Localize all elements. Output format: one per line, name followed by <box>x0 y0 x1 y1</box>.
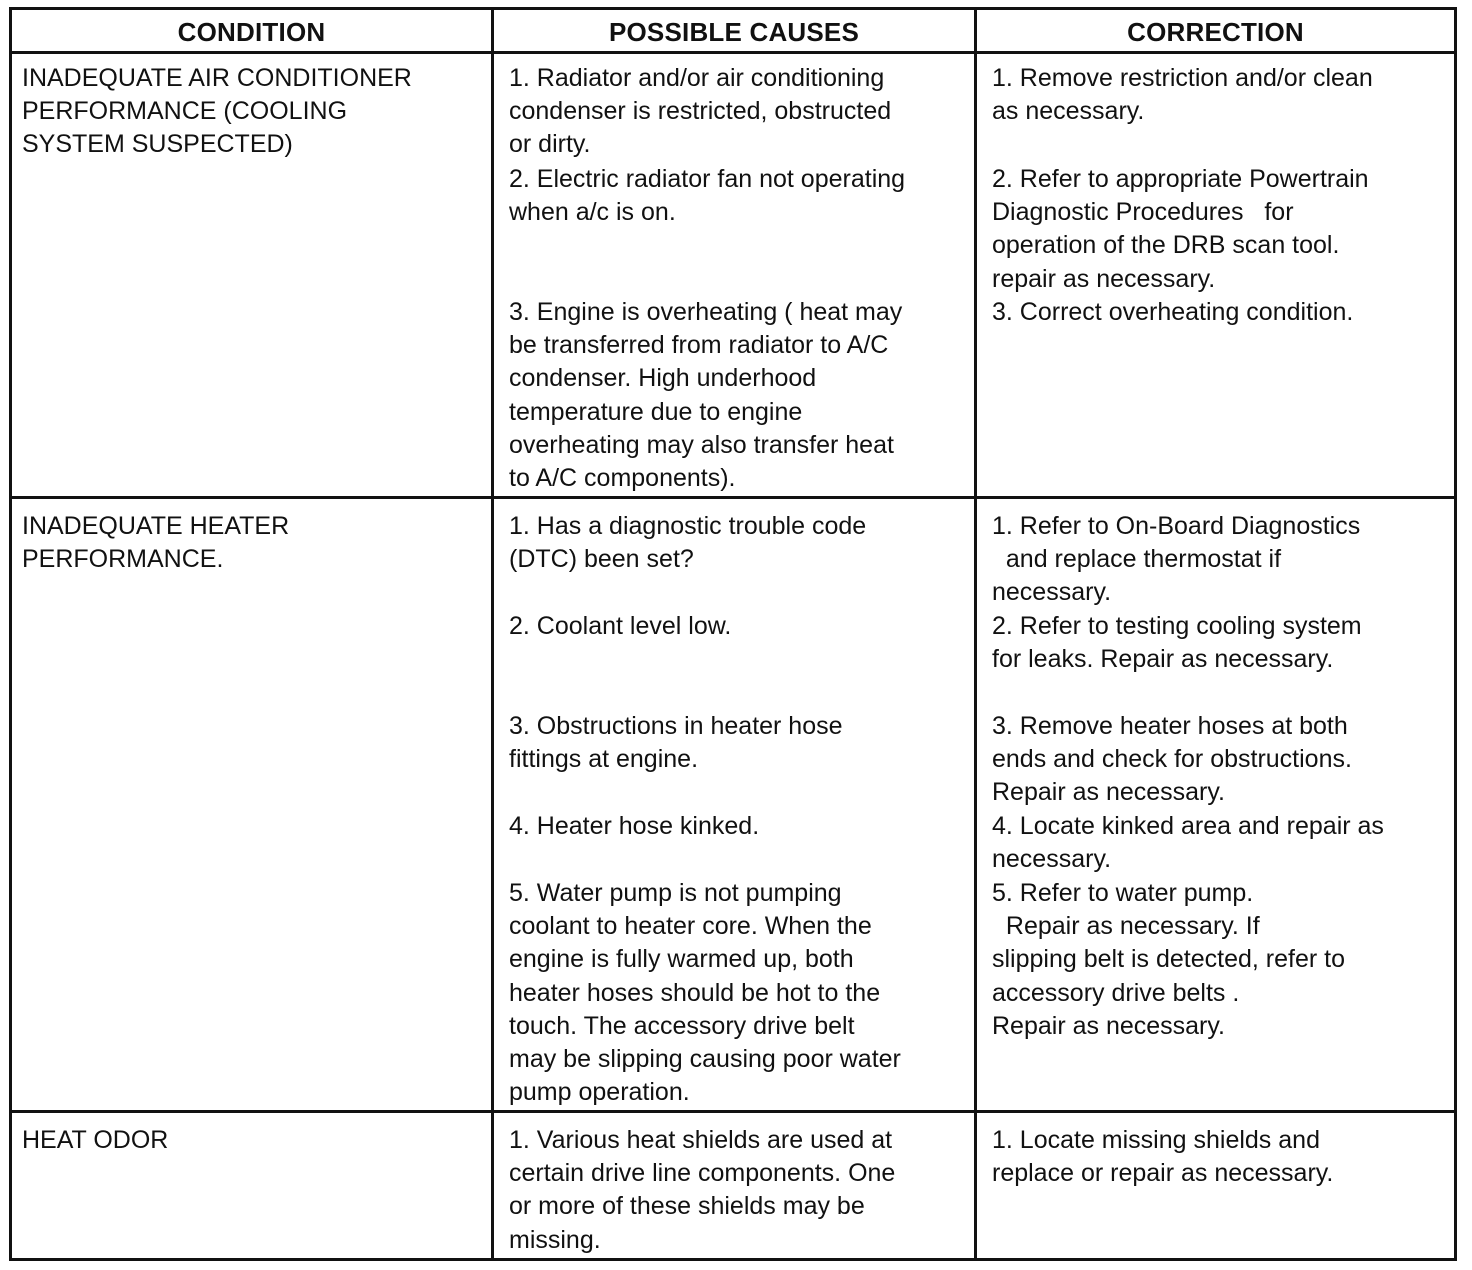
row2-cause-2: 2. Coolant level low. <box>509 612 732 640</box>
row1-correction-2: 2. Refer to appropriate Powertrain Diagnostic Procedures for operation of the DRB scan tool. repair as necessary. <box>992 165 1369 293</box>
header-condition: CONDITION <box>177 17 326 47</box>
row2-correction-2: 2. Refer to testing cooling system for leaks. Repair as necessary. <box>992 612 1362 674</box>
column-divider <box>974 10 977 1258</box>
row2-correction-5: 5. Refer to water pump. Repair as necessary. If slipping belt is detected, refer to accessory drive belts . Repair as necessary. <box>992 879 1345 1040</box>
row2-cause-4: 4. Heater hose kinked. <box>509 812 760 840</box>
row2-correction-3: 3. Remove heater hoses at both ends and check for obstructions. Repair as necessary. <box>992 712 1352 807</box>
header-correction: CORRECTION <box>1127 17 1304 47</box>
row1-cause-1: 1. Radiator and/or air conditioning condenser is restricted, obstructed or dirty. <box>509 64 892 159</box>
row3-correction-1: 1. Locate missing shields and replace or repair as necessary. <box>992 1126 1334 1188</box>
row2-cause-3: 3. Obstructions in heater hose fittings at engine. <box>509 712 843 774</box>
row1-condition: INADEQUATE AIR CONDITIONER PERFORMANCE (COOLING SYSTEM SUSPECTED) <box>22 64 412 159</box>
row-divider <box>12 496 1454 499</box>
row2-condition: INADEQUATE HEATER PERFORMANCE. <box>22 512 290 574</box>
row1-cause-2: 2. Electric radiator fan not operating when a/c is on. <box>509 165 906 227</box>
row1-cause-3: 3. Engine is overheating ( heat may be transferred from radiator to A/C condenser. High underhood temperature due to engine overheating may also transfer heat to A/C components). <box>509 298 903 493</box>
row2-correction-4: 4. Locate kinked area and repair as necessary. <box>992 812 1384 874</box>
row2-correction-1: 1. Refer to On-Board Diagnostics and replace thermostat if necessary. <box>992 512 1361 607</box>
column-divider <box>491 10 494 1258</box>
row3-cause-1: 1. Various heat shields are used at certain drive line components. One or more of these shields may be missing. <box>509 1126 896 1254</box>
row2-cause-5: 5. Water pump is not pumping coolant to heater core. When the engine is fully warmed up, both heater hoses should be hot to the touch. The accessory drive belt may be slipping causing poor water pump operation. <box>509 879 901 1107</box>
row2-cause-1: 1. Has a diagnostic trouble code (DTC) been set? <box>509 512 867 574</box>
header-possible-causes: POSSIBLE CAUSES <box>608 17 860 47</box>
diagnosis-table <box>9 7 1457 1261</box>
header-divider <box>12 51 1454 54</box>
row1-correction-1: 1. Remove restriction and/or clean as necessary. <box>992 64 1373 126</box>
row-divider <box>12 1110 1454 1113</box>
row3-condition: HEAT ODOR <box>22 1126 169 1154</box>
row1-correction-3: 3. Correct overheating condition. <box>992 298 1354 326</box>
